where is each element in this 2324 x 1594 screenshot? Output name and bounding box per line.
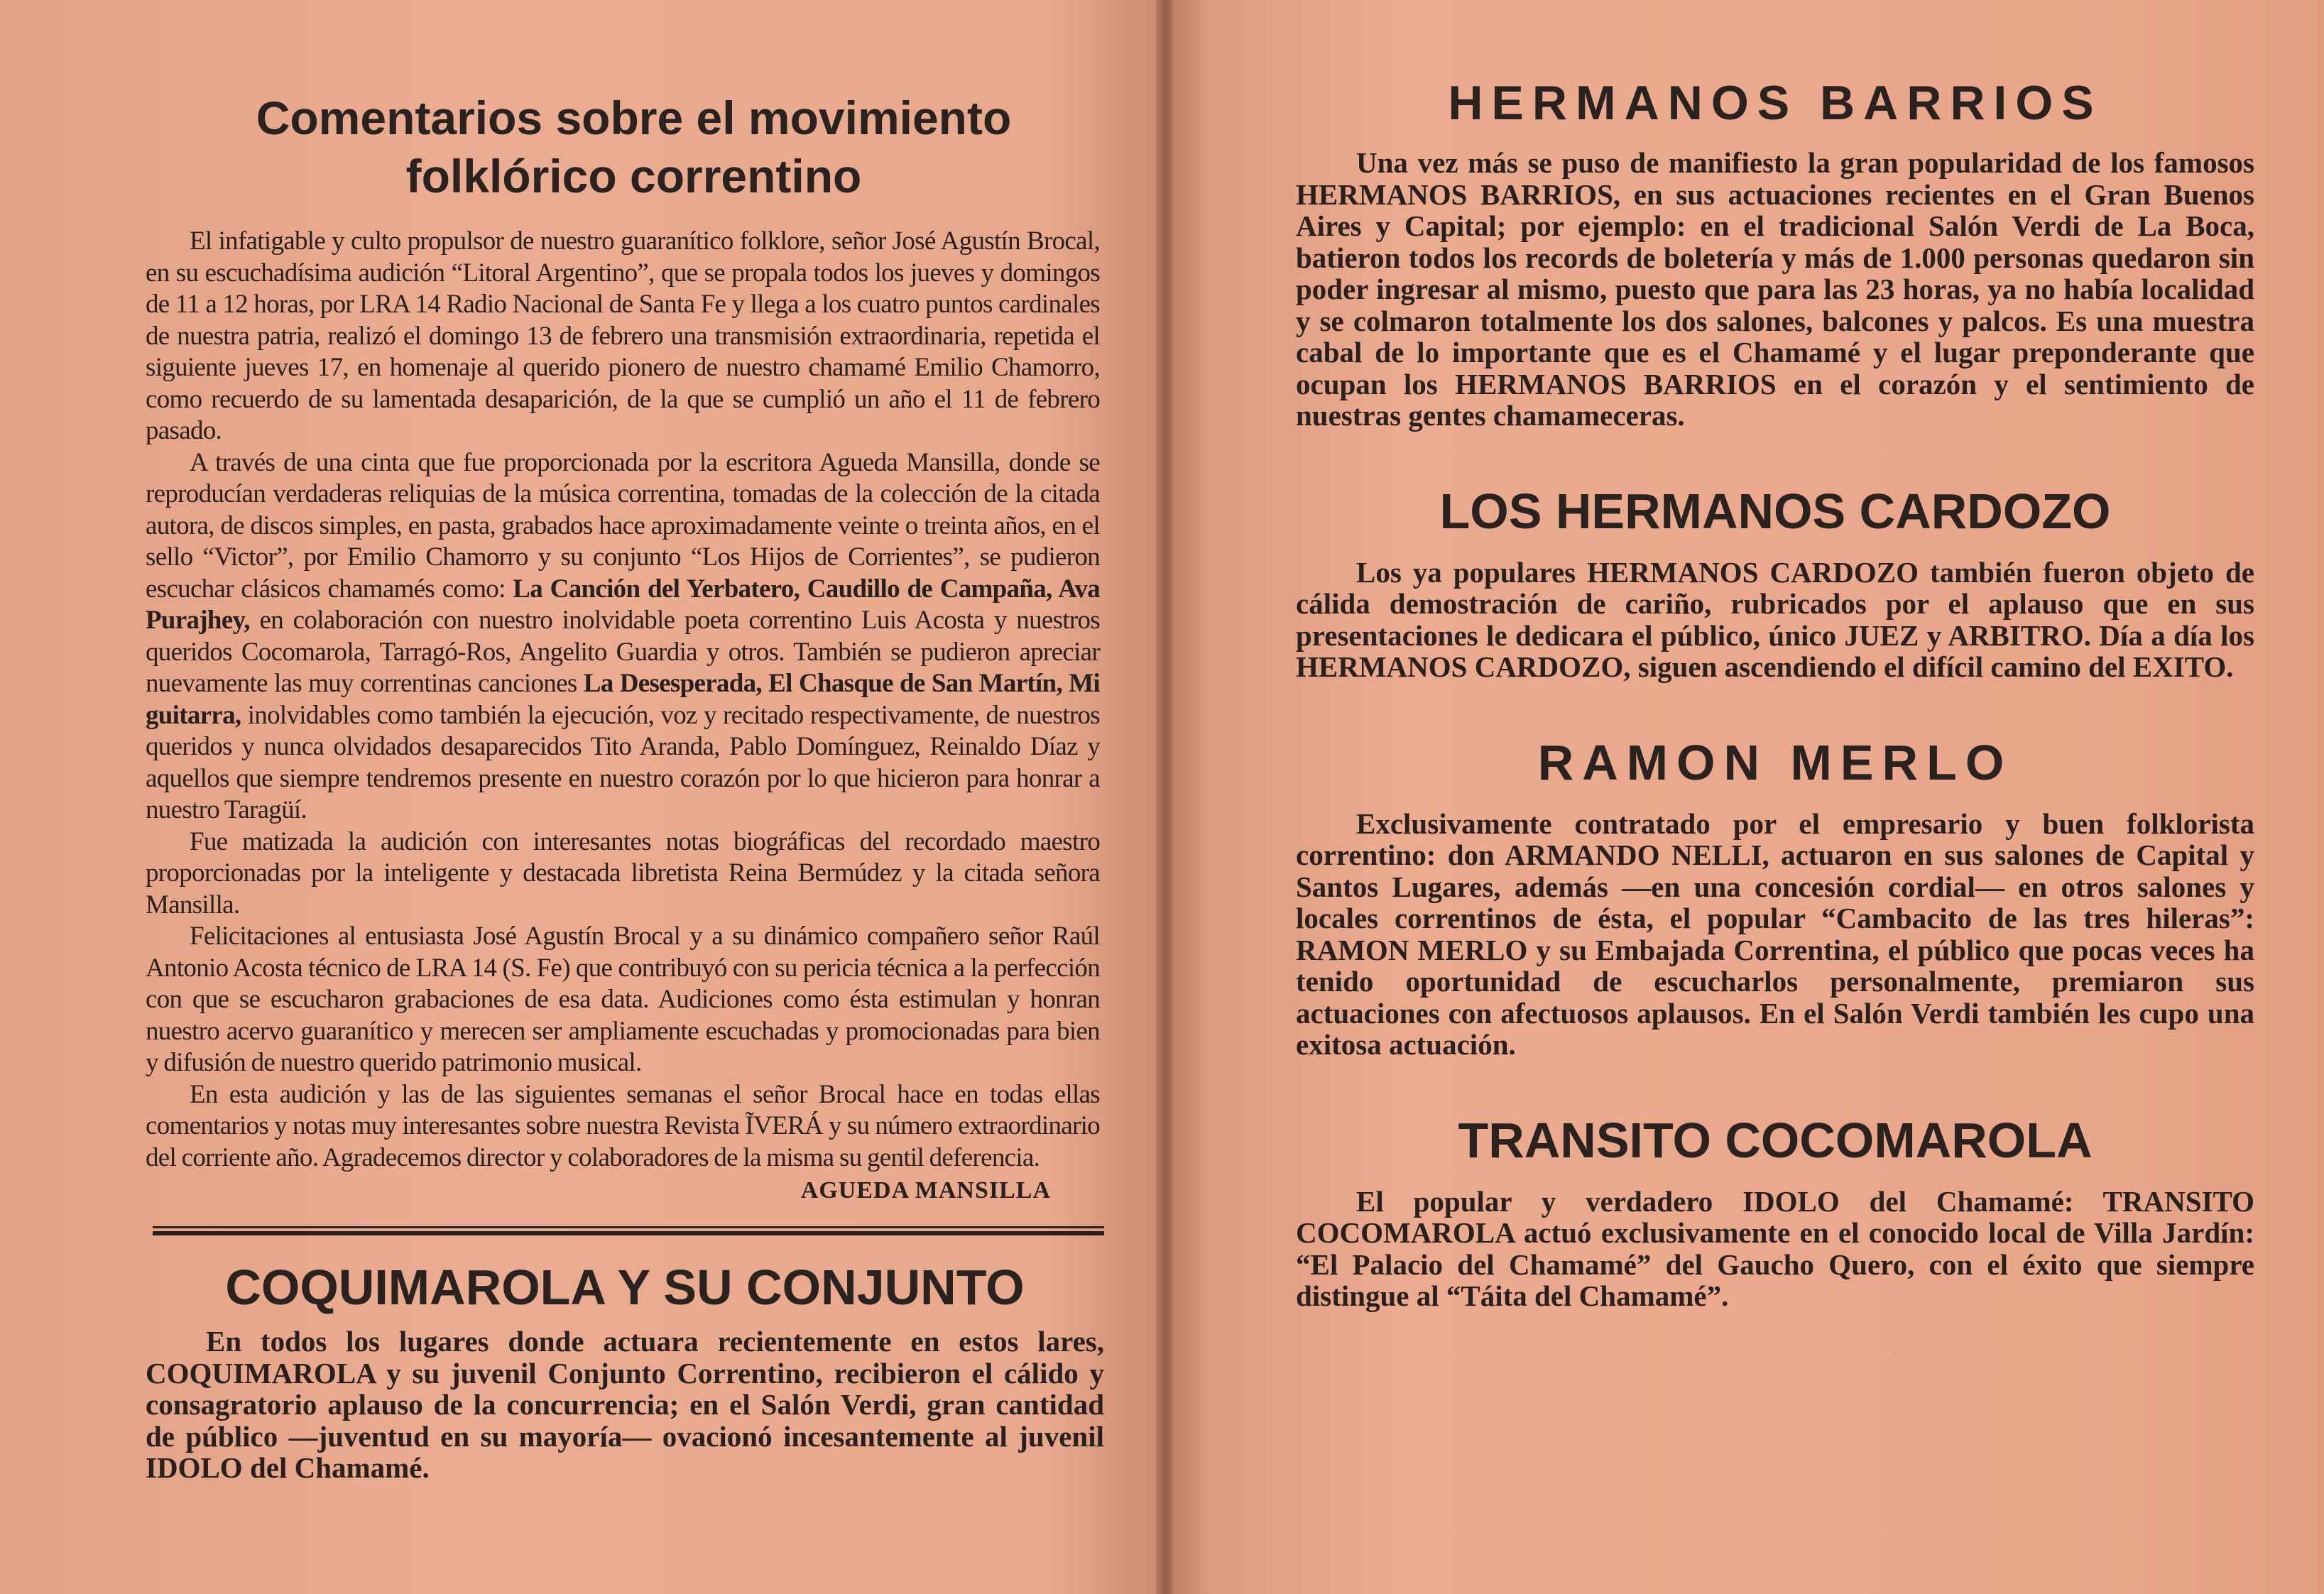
article-body-ramon-merlo (1296, 808, 2254, 1061)
article-title-comentarios (163, 89, 1104, 205)
text-segment: En esta audición y las de las siguientes semanas el señor Brocal hace en todas ellas comentarios y notas muy interesantes sobre nuestra Revista ĨVERÁ y su número extraordinario del corriente año. Agradecemos director y colaboradores de la misma su gentil deferencia. (146, 1079, 1100, 1172)
left-column (146, 89, 1104, 1484)
paragraph: El popular y verdadero IDOLO del Chamamé: TRANSITO COCOMAROLA actuó exclusivamente en el conocido local de Villa Jardín: “El Palacio del Chamamé” del Gaucho Quero, con el éxito que siempre distingue al “Táita del Chamamé”. (1296, 1184, 2254, 1312)
text-segment: El infatigable y culto propulsor de nuestro guaranítico folklore, señor José Agustín Brocal, en su escuchadísima audición “Litoral Argentino”, que se propala todos los jueves y domingos de 11 a 12 horas, por LRA 14 Radio Nacional de Santa Fe y llega a los cuatro puntos cardinales de nuestra patria, realizó el domingo 13 de febrero una transmisión extraordinaria, repetida el siguiente jueves 17, en homenaje al querido pionero de nuestro chamamé Emilio Chamorro, como recuerdo de su lamentada desaparición, de la que se cumplió un año el 11 de febrero pasado. (146, 226, 1100, 445)
bold-text-segment: La Canción del Yerbatero, Caudillo de Campaña, Ava Purajhey, (146, 574, 1100, 635)
right-column (1296, 75, 2254, 1312)
article-title-hermanos-cardozo: LOS HERMANOS CARDOZO (1439, 483, 2111, 539)
text-segment: inolvidables como también la ejecución, voz y recitado respectivamente, de nuestros queridos y nunca olvidados desaparecidos Tito Aranda, Pablo Domínguez, Reinaldo Díaz y aquellos que siempre tendremos presente en nuestro corazón por lo que hicieron para honrar a nuestro Taragüí. (146, 700, 1100, 824)
text-segment: Felicitaciones al entusiasta José Agustín Brocal y a su dinámico compañero señor Raúl Antonio Acosta técnico de LRA 14 (S. Fe) que contribuyó con su pericia técnica a la perfección con que se escucharon grabaciones de esa data. Audiciones como ésta estimulan y honran nuestro acervo guaranítico y merecen ser ampliamente escuchadas y promocionadas para bien y difusión de nuestro querido patrimonio musical. (146, 922, 1100, 1077)
paragraph: En todos los lugares donde actuara recientemente en estos lares, COQUIMAROLA y su juvenil Conjunto Correntino, recibieron el cálido y consagratorio aplauso de la concurrencia; en el Salón Verdi, gran cantidad de público —juventud en su mayoría— ovacionó incesantemente al juvenil IDOLO del Chamamé. (146, 1325, 1104, 1484)
article-title-ramon-merlo: RAMON MERLO (1537, 734, 2013, 790)
article-title-transito-cocomarola: TRANSITO COCOMAROLA (1458, 1112, 2093, 1168)
article-body-transito-cocomarola (1296, 1186, 2254, 1312)
title-line-1: Comentarios sobre el movimiento (256, 92, 1012, 144)
paragraph: Exclusivamente contratado por el empresario y buen folklorista correntino: don ARMANDO NELLI, actuaron en sus salones de Capital y Santos Lugares, además —en una concesión cordial— en otros salones y locales correntinos de ésta, el popular “Cambacito de las tres hileras”: RAMON MERLO y su Embajada Correntina, el público que pocas veces ha tenido oportunidad de escucharlos personalmente, premiaron sus actuaciones con afectuosos aplausos. En el Salón Verdi también les cupo una exitosa actuación. (1296, 807, 2254, 1061)
text-segment: en colaboración con nuestro inolvidable poeta correntino Luis Acosta y nuestros queridos Cocomarola, Tarragó-Ros, Angelito Guardia y otros. También se pudieron apreciar nuevamente las muy correntinas canciones (146, 606, 1100, 698)
paragraph: Una vez más se puso de manifiesto la gran popularidad de los famosos HERMANOS BARRIOS, en sus actuaciones recientes en el Gran Buenos Aires y Capital; por ejemplo: en el tradicional Salón Verdi de La Boca, batieron todos los records de boletería y más de 1.000 personas quedaron sin poder ingresar al mismo, puesto que para las 23 horas, ya no había localidad y se colmaron totalmente los dos salones, balcones y palcos. Es una muestra cabal de lo importante que es el Chamamé y el lugar preponderante que ocupan los HERMANOS BARRIOS en el corazón y el sentimiento de nuestras gentes chamameceras. (1296, 146, 2254, 432)
article-body-comentarios (146, 226, 1100, 1174)
text-segment: Fue matizada la audición con interesantes notas biográficas del recordado maestro proporcionadas por la inteligente y destacada libretista Reina Bermúdez y la citada señora Mansilla. (146, 826, 1100, 919)
article-title-hermanos-barrios: HERMANOS BARRIOS (1448, 76, 2102, 130)
paragraph (146, 921, 1100, 1079)
text-segment: A través de una cinta que fue proporcionada por la escritora Agueda Mansilla, donde se reproducían verdaderas reliquias de la música correntina, tomadas de la colección de la citada autora, de discos simples, en pasta, grabados hace aproximadamente veinte o treinta años, en el sello “Victor”, por Emilio Chamorro y su conjunto “Los Hijos de Corrientes”, se pudieron escuchar clásicos chamamés como: (146, 447, 1100, 604)
double-rule-divider (153, 1226, 1104, 1236)
article-body-hermanos-cardozo (1296, 557, 2254, 683)
paragraph (146, 1079, 1100, 1174)
paragraph (146, 826, 1100, 922)
bold-text-segment: La Desesperada, El Chasque de San Martín, Mi guitarra, (146, 669, 1101, 730)
article-body-coquimarola (146, 1326, 1104, 1484)
paragraph: Los ya populares HERMANOS CARDOZO también fueron objeto de cálida demostración de cariño, rubricados por el aplauso que en sus presentaciones le dedicara el público, único JUEZ y ARBITRO. Día a día los HERMANOS CARDOZO, siguen ascendiendo el difícil camino del EXITO. (1296, 555, 2254, 683)
page-gutter (1156, 0, 1173, 1594)
title-line-2: folklórico correntino (405, 150, 862, 202)
paragraph (146, 226, 1100, 447)
signature: AGUEDA MANSILLA (800, 1177, 1051, 1203)
paragraph (146, 447, 1100, 826)
article-body-hermanos-barrios (1296, 147, 2254, 432)
article-title-coquimarola: COQUIMAROLA Y SU CONJUNTO (225, 1260, 1025, 1315)
